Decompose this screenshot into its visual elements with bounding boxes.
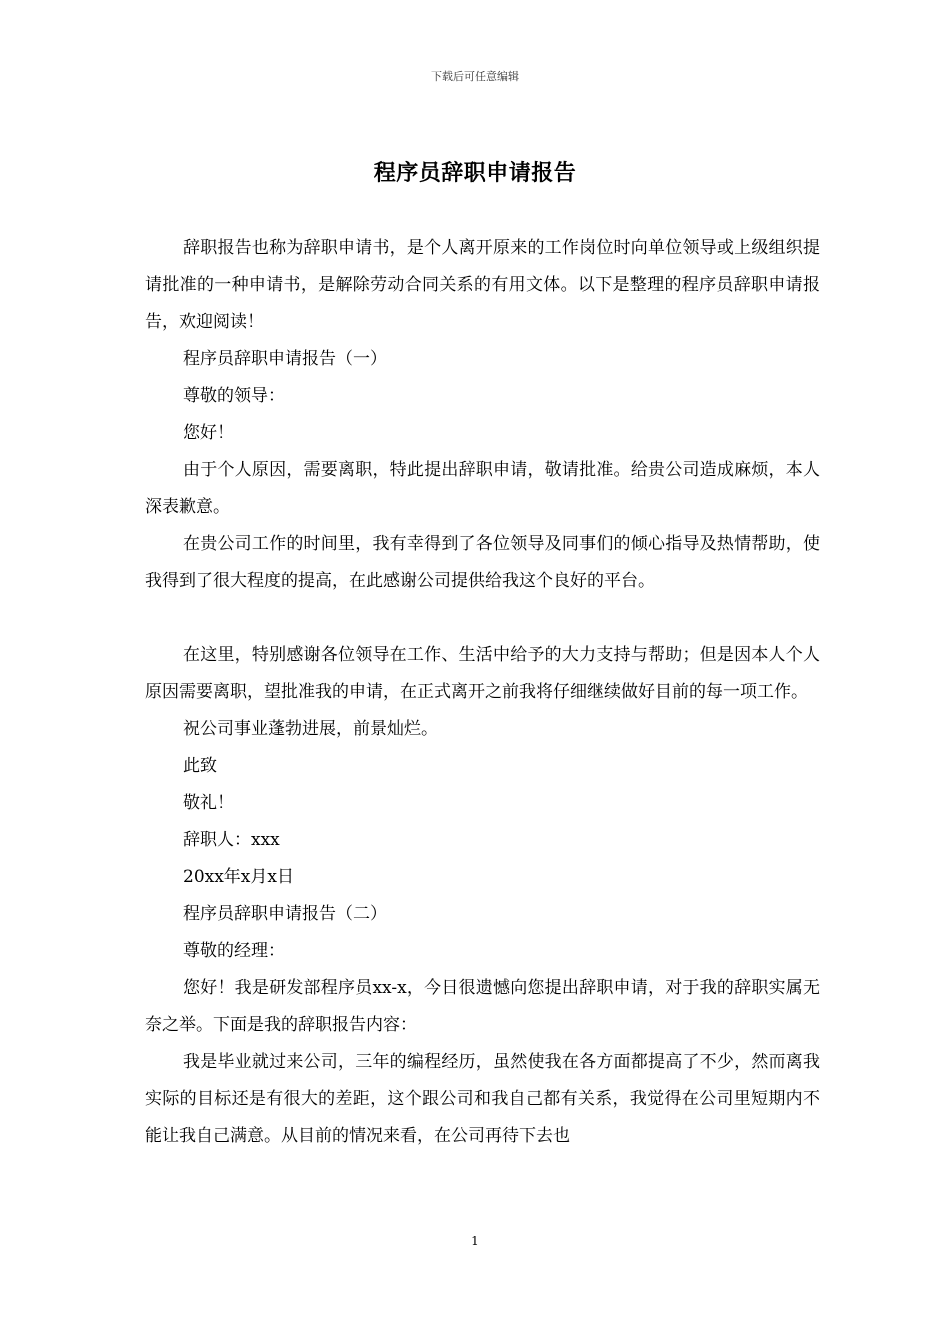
closing-regards: 敬礼！ xyxy=(183,793,234,813)
section-heading-2: 程序员辞职申请报告（二） xyxy=(183,904,387,924)
closing-line: 此致 xyxy=(183,756,217,776)
section-heading-1: 程序员辞职申请报告（一） xyxy=(183,349,387,369)
closing-wish: 祝公司事业蓬勃进展，前景灿烂。 xyxy=(183,719,438,739)
body-paragraph: 由于个人原因，需要离职，特此提出辞职申请，敬请批准。给贵公司造成麻烦，本人深表歉意。 xyxy=(145,460,820,517)
date-line: 20xx年x月x日 xyxy=(183,867,294,887)
greeting-1: 您好！ xyxy=(183,423,234,443)
body-paragraph: 在这里，特别感谢各位领导在工作、生活中给予的大力支持与帮助；但是因本人个人原因需要离职，望批准我的申请，在正式离开之前我将仔细继续做好目前的每一项工作。 xyxy=(145,645,820,702)
header-note: 下载后可任意编辑 xyxy=(431,70,519,83)
salutation-2: 尊敬的经理： xyxy=(183,941,285,961)
body-paragraph: 在贵公司工作的时间里，我有幸得到了各位领导及同事们的倾心指导及热情帮助，使我得到了很大程度的提高，在此感谢公司提供给我这个良好的平台。 xyxy=(145,534,820,591)
document-body xyxy=(145,230,820,1155)
document-title: 程序员辞职申请报告 xyxy=(373,160,577,186)
page-number: 1 xyxy=(471,1234,479,1248)
salutation-1: 尊敬的领导： xyxy=(183,386,285,406)
body-paragraph: 您好！我是研发部程序员xx-x，今日很遗憾向您提出辞职申请，对于我的辞职实属无奈之举。下面是我的辞职报告内容： xyxy=(145,978,820,1035)
signature-line: 辞职人：xxx xyxy=(183,830,280,850)
body-paragraph: 我是毕业就过来公司，三年的编程经历，虽然使我在各方面都提高了不少，然而离我实际的目标还是有很大的差距，这个跟公司和我自己都有关系，我觉得在公司里短期内不能让我自己满意。从目前的情况来看，在公司再待下去也 xyxy=(145,1052,820,1146)
intro-paragraph: 辞职报告也称为辞职申请书，是个人离开原来的工作岗位时向单位领导或上级组织提请批准的一种申请书，是解除劳动合同关系的有用文体。以下是整理的程序员辞职申请报告，欢迎阅读！ xyxy=(145,238,820,332)
